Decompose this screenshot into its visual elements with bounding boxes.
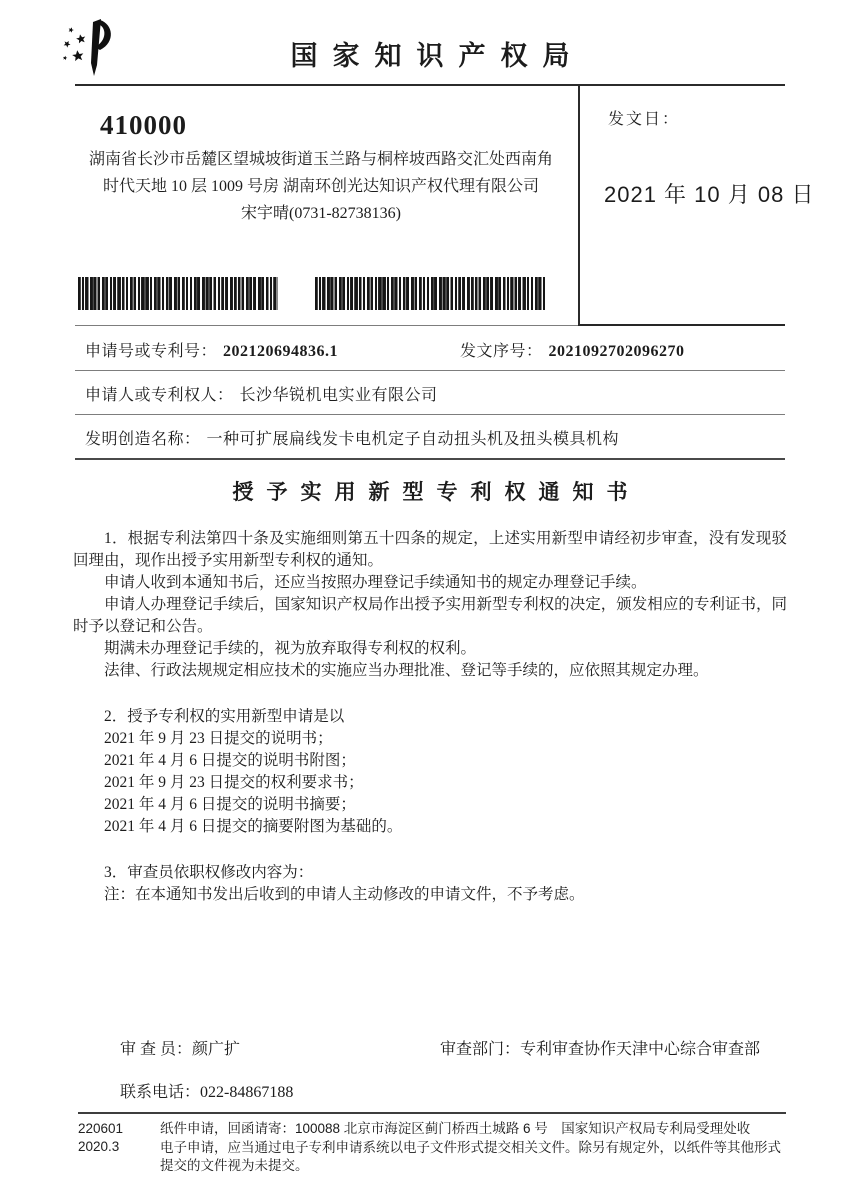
examiner-label: 审 查 员： — [120, 1041, 193, 1058]
examiner-name: 颜广扩 — [192, 1041, 241, 1058]
notice-body — [73, 528, 787, 906]
contact-phone-field — [120, 1079, 293, 1102]
invention-title-label: 发明创造名称： — [85, 431, 201, 448]
footer-rule — [78, 1112, 786, 1114]
applicant-value: 长沙华锐机电实业有限公司 — [239, 387, 438, 404]
department-field — [440, 1036, 760, 1059]
recipient-postcode: 410000 — [100, 110, 187, 140]
form-code-number: 220601 — [78, 1121, 124, 1136]
dispatch-date-value: 2021 年 10 月 08 日 — [604, 182, 815, 207]
examiner-field — [120, 1036, 240, 1059]
header-rule — [75, 84, 785, 86]
barcode-right — [315, 277, 545, 310]
notice-paragraph: 2021 年 4 月 6 日提交的摘要附图为基础的。 — [104, 818, 403, 835]
application-number-field — [85, 338, 338, 361]
notice-paragraph: 法律、行政法规规定相应技术的实施应当办理批准、登记等手续的，应依照其规定办理。 — [104, 662, 709, 679]
datebox-divider — [578, 85, 580, 325]
address-line-2: 时代天地 10 层 1009 号房 湖南环创光达知识产权代理有限公司 — [102, 178, 539, 195]
application-number-label: 申请号或专利号： — [85, 343, 218, 360]
notice-title: 授予实用新型专利权通知书 — [232, 480, 641, 504]
invention-title-value: 一种可扩展扁线发卡电机定子自动扭头机及扭头模具机构 — [206, 431, 620, 448]
application-number-value: 202120694836.1 — [223, 343, 339, 360]
notice-paragraph: 3．审查员依职权修改内容为： — [104, 864, 314, 881]
datebox-bottom-rule — [578, 324, 785, 326]
notice-paragraph: 2021 年 4 月 6 日提交的说明书摘要； — [104, 796, 356, 813]
form-code — [78, 1120, 123, 1156]
notice-paragraph: 注：在本通知书发出后收到的申请人主动修改的申请文件，不予考虑。 — [104, 886, 585, 903]
table-rule-3 — [75, 414, 785, 415]
footer-note-paper: 纸件申请，回函请寄：100088 北京市海淀区蓟门桥西土城路 6 号 国家知识产权局专利局受理处收 — [160, 1121, 751, 1136]
contact-phone-label: 联系电话： — [120, 1084, 201, 1101]
serial-number-field — [460, 338, 685, 361]
notice-paragraph: 2021 年 9 月 23 日提交的权利要求书； — [104, 774, 364, 791]
notice-paragraph: 2021 年 9 月 23 日提交的说明书； — [104, 730, 333, 747]
footer-note — [160, 1120, 792, 1176]
notice-paragraph: 1．根据专利法第四十条及实施细则第五十四条的规定，上述实用新型申请经初步审查，没有发现驳回理由，现作出授予实用新型专利权的通知。 — [73, 530, 787, 569]
notice-paragraph: 2．授予专利权的实用新型申请是以 — [104, 708, 345, 725]
serial-number-label: 发文序号： — [460, 343, 543, 360]
address-line-1: 湖南省长沙市岳麓区望城坡街道玉兰路与桐梓坡西路交汇处西南角 — [88, 151, 553, 168]
department-name: 专利审查协作天津中心综合审查部 — [520, 1041, 761, 1058]
serial-number-value: 2021092702096270 — [548, 343, 685, 360]
agency-title: 国家知识产权局 — [290, 41, 585, 71]
recipient-address — [78, 146, 564, 227]
barcode-left — [78, 277, 278, 310]
applicant-label: 申请人或专利权人： — [85, 387, 234, 404]
table-rule-2 — [75, 370, 785, 371]
invention-title-field — [85, 426, 619, 449]
form-code-version: 2020.3 — [78, 1139, 120, 1154]
table-rule-bottom — [75, 458, 785, 460]
footer-note-electronic: 电子申请，应当通过电子专利申请系统以电子文件形式提交相关文件。除另有规定外，以纸件等其他形式提交的文件视为未提交。 — [160, 1139, 781, 1173]
notice-paragraph: 2021 年 4 月 6 日提交的说明书附图； — [104, 752, 356, 769]
department-label: 审查部门： — [440, 1041, 521, 1058]
contact-phone-value: 022-84867188 — [200, 1084, 294, 1101]
notice-paragraph: 申请人办理登记手续后，国家知识产权局作出授予实用新型专利权的决定，颁发相应的专利证书，同时予以登记和公告。 — [73, 596, 787, 635]
notice-paragraph: 期满未办理登记手续的，视为放弃取得专利权的权利。 — [104, 640, 477, 657]
dispatch-date-label: 发文日： — [608, 111, 681, 128]
notice-paragraph: 申请人收到本通知书后，还应当按照办理登记手续通知书的规定办理登记手续。 — [104, 574, 647, 591]
address-contact: 宋宇晴(0731-82738136) — [241, 205, 401, 222]
applicant-field — [85, 382, 438, 405]
